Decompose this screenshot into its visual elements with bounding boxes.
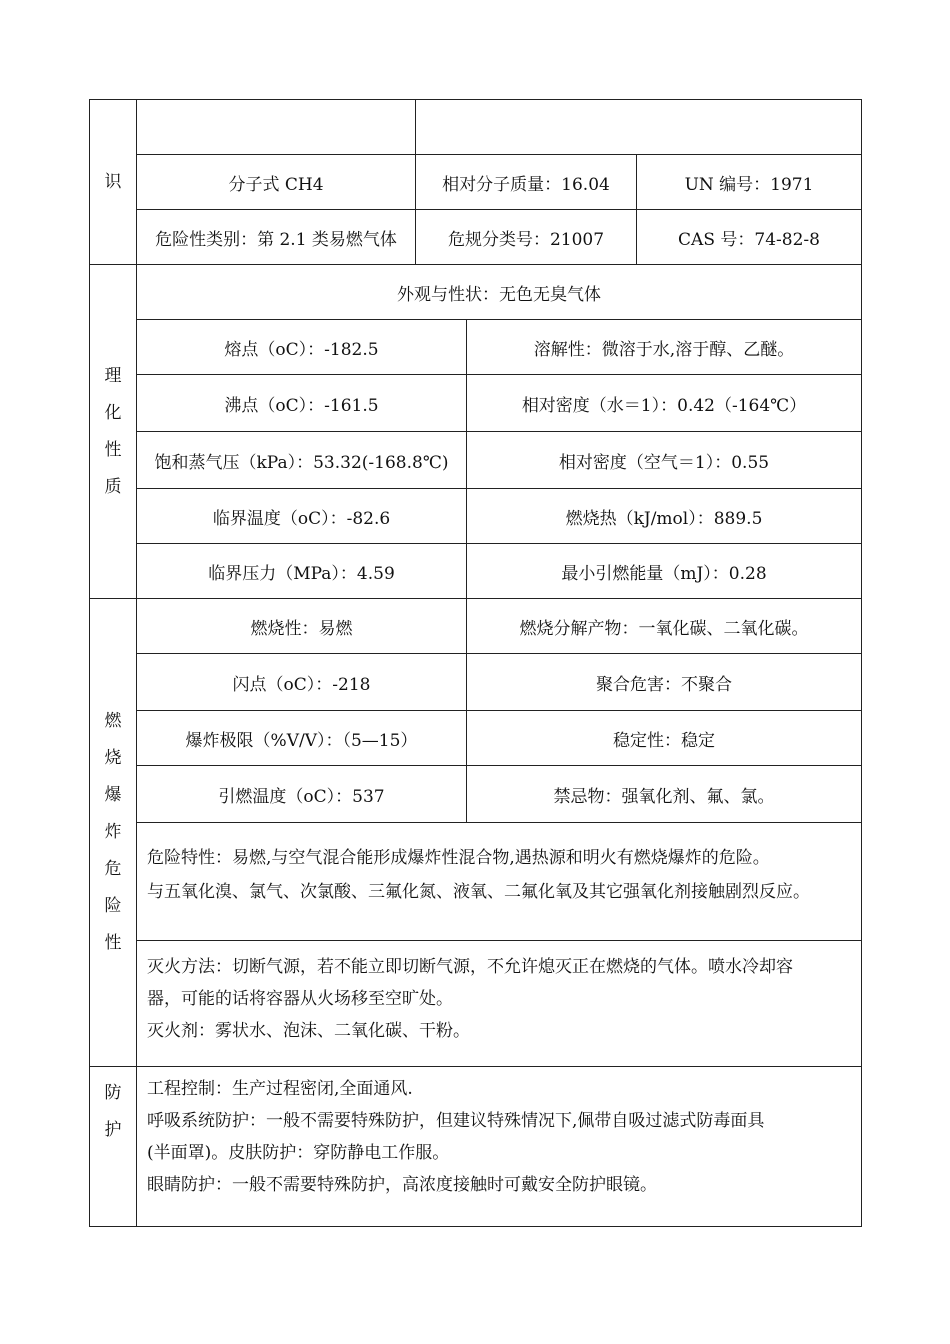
msds-sheet (89, 99, 861, 1227)
protection-line-4: 眼睛防护：一般不需要特殊防护，高浓度接触时可戴安全防护眼镜。 (147, 1175, 657, 1195)
protection-line-2: 呼吸系统防护：一般不需要特殊防护，但建议特殊情况下,佩带自吸过滤式防毒面具 (147, 1111, 765, 1131)
formula-cell: 分子式 CH4 (137, 155, 416, 210)
hazard-class-cell: 危险性类别：第 2.1 类易燃气体 (137, 210, 416, 265)
density-air-cell: 相对密度（空气＝1）：0.55 (467, 432, 862, 489)
critical-temperature-cell: 临界温度（oC）：-82.6 (137, 489, 467, 544)
hazard-line-2: 与五氧化溴、氯气、次氯酸、三氟化氮、液氧、二氟化氧及其它强氧化剂接触剧烈反应。 (147, 882, 810, 902)
polymerization-cell: 聚合危害：不聚合 (467, 654, 862, 711)
flammability-cell: 燃烧性：易燃 (137, 599, 467, 654)
hazard-characteristics-cell (137, 823, 862, 941)
min-ignition-energy-cell: 最小引燃能量（mJ）：0.28 (467, 544, 862, 599)
section-label-identification: 识 (90, 100, 137, 265)
section-label-protection: 防 护 (90, 1067, 137, 1227)
appearance-cell: 外观与性状：无色无臭气体 (137, 265, 862, 320)
section-label-fire-hazard: 燃 烧 爆 炸 危 险 性 (90, 599, 137, 1067)
ignition-temperature-cell: 引燃温度（oC）：537 (137, 766, 467, 823)
extinguish-line-1: 灭火方法：切断气源，若不能立即切断气源，不允许熄灭正在燃烧的气体。喷水冷却容 (147, 957, 793, 977)
heat-of-combustion-cell: 燃烧热（kJ/mol）：889.5 (467, 489, 862, 544)
incompatibles-cell: 禁忌物：强氧化剂、氟、氯。 (467, 766, 862, 823)
molecular-weight-cell: 相对分子质量：16.04 (416, 155, 637, 210)
un-number-cell: UN 编号：1971 (637, 155, 862, 210)
header-left-cell (137, 100, 416, 155)
extinguish-line-3: 灭火剂：雾状水、泡沫、二氧化碳、干粉。 (147, 1021, 470, 1041)
boiling-point-cell: 沸点（oC）：-161.5 (137, 375, 467, 432)
decomposition-products-cell: 燃烧分解产物：一氧化碳、二氧化碳。 (467, 599, 862, 654)
solubility-cell: 溶解性：微溶于水,溶于醇、乙醚。 (467, 320, 862, 375)
density-water-cell: 相对密度（水＝1）：0.42（-164℃） (467, 375, 862, 432)
protection-line-1: 工程控制：生产过程密闭,全面通风. (147, 1079, 413, 1099)
header-right-cell (416, 100, 862, 155)
melting-point-cell: 熔点（oC）：-182.5 (137, 320, 467, 375)
danger-code-cell: 危规分类号：21007 (416, 210, 637, 265)
vapor-pressure-cell: 饱和蒸气压（kPa）：53.32(-168.8℃) (137, 432, 467, 489)
explosion-limits-cell: 爆炸极限（%V/V）：（5—15） (137, 711, 467, 766)
stability-cell: 稳定性：稳定 (467, 711, 862, 766)
protection-line-3: (半面罩)。皮肤防护：穿防静电工作服。 (147, 1143, 450, 1163)
msds-table (89, 99, 862, 1227)
extinguish-line-2: 器，可能的话将容器从火场移至空旷处。 (147, 989, 453, 1009)
critical-pressure-cell: 临界压力（MPa）：4.59 (137, 544, 467, 599)
hazard-line-1: 危险特性：易燃,与空气混合能形成爆炸性混合物,遇热源和明火有燃烧爆炸的危险。 (147, 848, 770, 868)
flash-point-cell: 闪点（oC）：-218 (137, 654, 467, 711)
protection-cell (137, 1067, 862, 1227)
extinguishing-cell (137, 941, 862, 1067)
cas-cell: CAS 号：74-82-8 (637, 210, 862, 265)
section-label-physchem: 理 化 性 质 (90, 265, 137, 599)
